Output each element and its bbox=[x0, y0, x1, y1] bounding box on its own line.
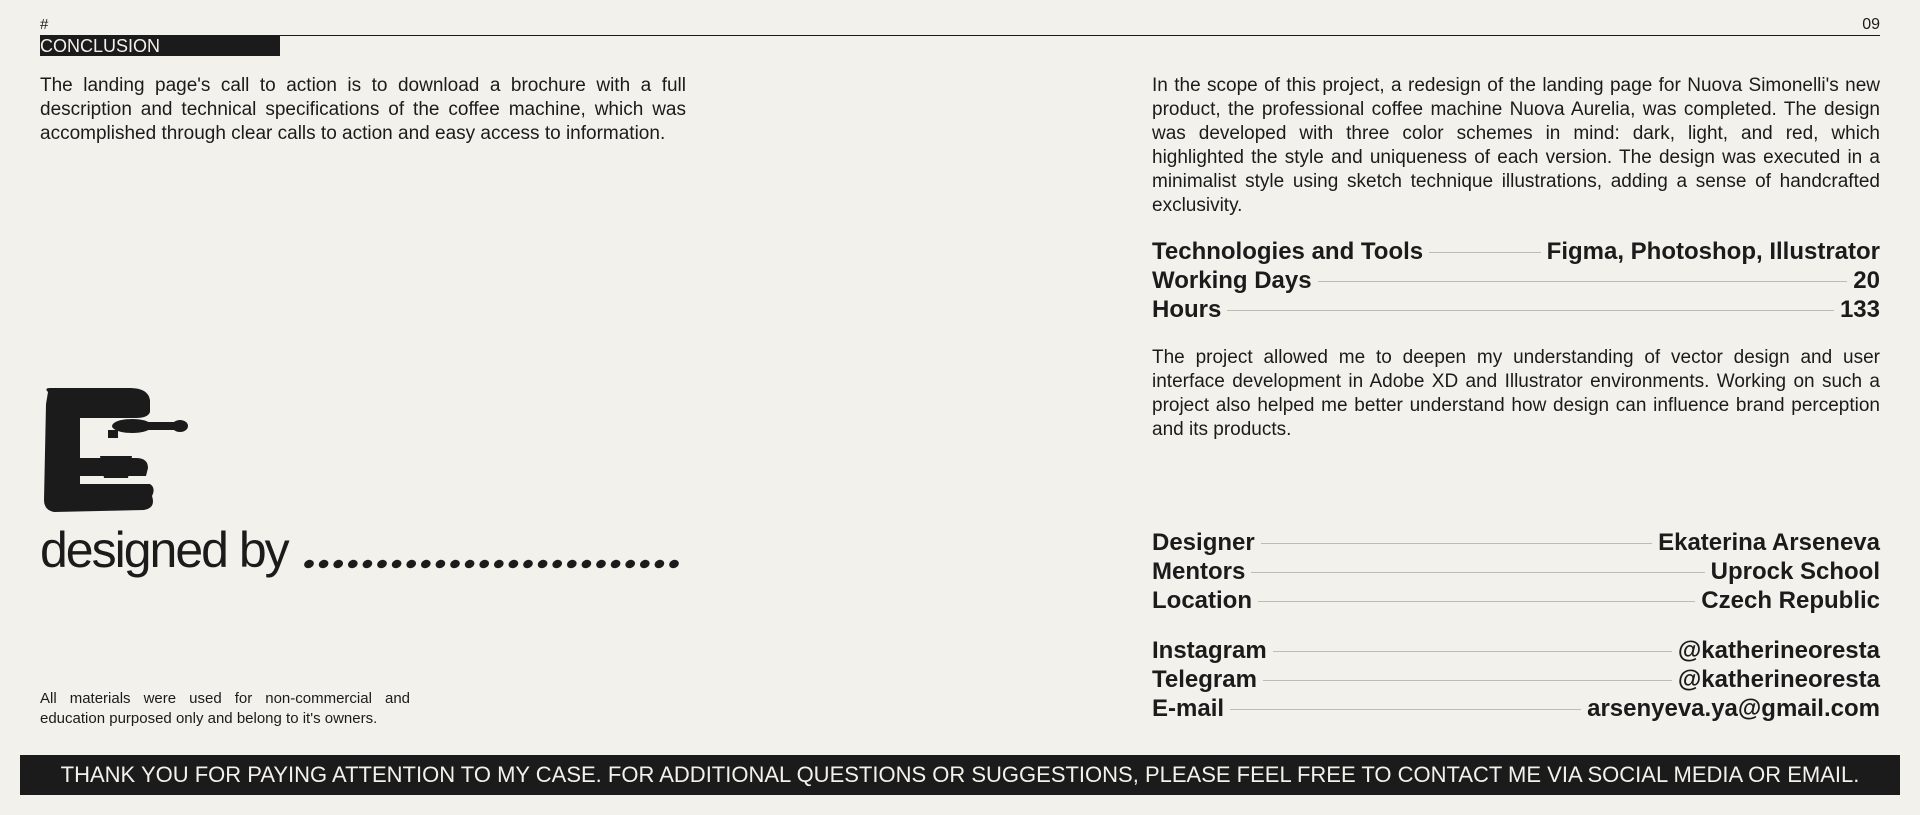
left-paragraph: The landing page's call to action is to download a brochure with a full description and technical specifications of the coffee machine, which was accomplished through clear calls to action and easy access to information. bbox=[40, 75, 686, 144]
coffee-machine-icon bbox=[40, 384, 190, 514]
team-row-designer bbox=[1152, 529, 1880, 558]
signature-dot bbox=[595, 558, 607, 569]
team-value: Ekaterina Arseneva bbox=[1658, 529, 1880, 556]
contact-row-instagram bbox=[1152, 637, 1880, 666]
signature-dot bbox=[420, 558, 432, 569]
leader-line bbox=[1263, 680, 1672, 681]
stat-label: Working Days bbox=[1152, 267, 1312, 294]
team-row-location bbox=[1152, 587, 1880, 616]
team-label: Designer bbox=[1152, 529, 1255, 556]
section-hash: # bbox=[40, 16, 49, 33]
contact-label: Telegram bbox=[1152, 666, 1257, 693]
team-value: Uprock School bbox=[1710, 558, 1880, 585]
contact-row-telegram bbox=[1152, 666, 1880, 695]
signature-dot bbox=[639, 558, 651, 569]
leader-line bbox=[1258, 601, 1695, 602]
signature-dot bbox=[609, 558, 621, 569]
signature-dot bbox=[449, 558, 461, 569]
section-title: CONCLUSION bbox=[40, 36, 280, 56]
signature-dot bbox=[668, 558, 680, 569]
contact-row-email bbox=[1152, 695, 1880, 724]
signature-dot bbox=[551, 558, 563, 569]
team-value: Czech Republic bbox=[1701, 587, 1880, 614]
team-row-mentors bbox=[1152, 558, 1880, 587]
signature-dot bbox=[463, 558, 475, 569]
stat-label: Hours bbox=[1152, 296, 1222, 323]
instagram-link[interactable]: @katherineoresta bbox=[1677, 637, 1880, 664]
signature-dots bbox=[303, 554, 688, 574]
signature-dot bbox=[390, 558, 402, 569]
top-divider bbox=[40, 35, 1880, 36]
signature-caption: designed by bbox=[40, 522, 288, 578]
contact-label: E-mail bbox=[1152, 695, 1225, 722]
stat-row-tools bbox=[1152, 238, 1880, 267]
signature-dot bbox=[303, 558, 315, 569]
stat-row-days bbox=[1152, 267, 1880, 296]
signature-dot bbox=[522, 558, 534, 569]
stat-value: 133 bbox=[1839, 296, 1880, 323]
stat-row-hours bbox=[1152, 296, 1880, 325]
signature-dot bbox=[376, 558, 388, 569]
stat-value: Figma, Photoshop, Illustrator bbox=[1546, 238, 1880, 265]
telegram-link[interactable]: @katherineoresta bbox=[1677, 666, 1880, 693]
intro-paragraph: In the scope of this project, a redesign of the landing page for Nuova Simonelli's new product, the professional coffee machine Nuova Aurelia, was completed. The design was developed with three color schemes in mind: dark, light, and red, which highlighted the style and uniqueness of each version. The design was executed in a minimalist style using sketch technique illustrations, adding a sense of handcrafted exclusivity. bbox=[1152, 75, 1880, 216]
leader-line bbox=[1227, 310, 1834, 311]
leader-line bbox=[1261, 543, 1652, 544]
team-info bbox=[1152, 529, 1880, 616]
contact-label: Instagram bbox=[1152, 637, 1267, 664]
signature-dot bbox=[493, 558, 505, 569]
leader-line bbox=[1273, 651, 1672, 652]
project-stats bbox=[1152, 238, 1880, 325]
signature-dot bbox=[653, 558, 665, 569]
signature-dot bbox=[580, 558, 592, 569]
signature-dot bbox=[536, 558, 548, 569]
signature-dot bbox=[332, 558, 344, 569]
email-link[interactable]: arsenyeva.ya@gmail.com bbox=[1587, 695, 1880, 722]
team-label: Location bbox=[1152, 587, 1252, 614]
team-label: Mentors bbox=[1152, 558, 1246, 585]
stat-value: 20 bbox=[1853, 267, 1880, 294]
signature-dot bbox=[507, 558, 519, 569]
signature-dot bbox=[566, 558, 578, 569]
signature-dot bbox=[434, 558, 446, 569]
contact-info bbox=[1152, 637, 1880, 724]
signature-dot bbox=[624, 558, 636, 569]
signature-dot bbox=[361, 558, 373, 569]
signature-dot bbox=[317, 558, 329, 569]
disclaimer: All materials were used for non-commercial and education purposed only and belong to it's owners. bbox=[40, 690, 410, 727]
leader-line bbox=[1318, 281, 1848, 282]
footer-banner: THANK YOU FOR PAYING ATTENTION TO MY CASE. FOR ADDITIONAL QUESTIONS OR SUGGESTIONS, PLEASE FEEL FREE TO CONTACT ME VIA SOCIAL MEDIA OR EMAIL. bbox=[20, 755, 1900, 795]
signature-dot bbox=[478, 558, 490, 569]
stat-label: Technologies and Tools bbox=[1152, 238, 1424, 265]
leader-line bbox=[1251, 572, 1704, 573]
leader-line bbox=[1429, 252, 1541, 253]
signature-dot bbox=[347, 558, 359, 569]
page-number: 09 bbox=[1862, 16, 1880, 33]
signature-dot bbox=[405, 558, 417, 569]
reflection-paragraph: The project allowed me to deepen my understanding of vector design and user interface development in Adobe XD and Illustrator environments. Working on such a project also helped me better understand how design can influence brand perception and its products. bbox=[1152, 347, 1880, 440]
leader-line bbox=[1230, 709, 1581, 710]
